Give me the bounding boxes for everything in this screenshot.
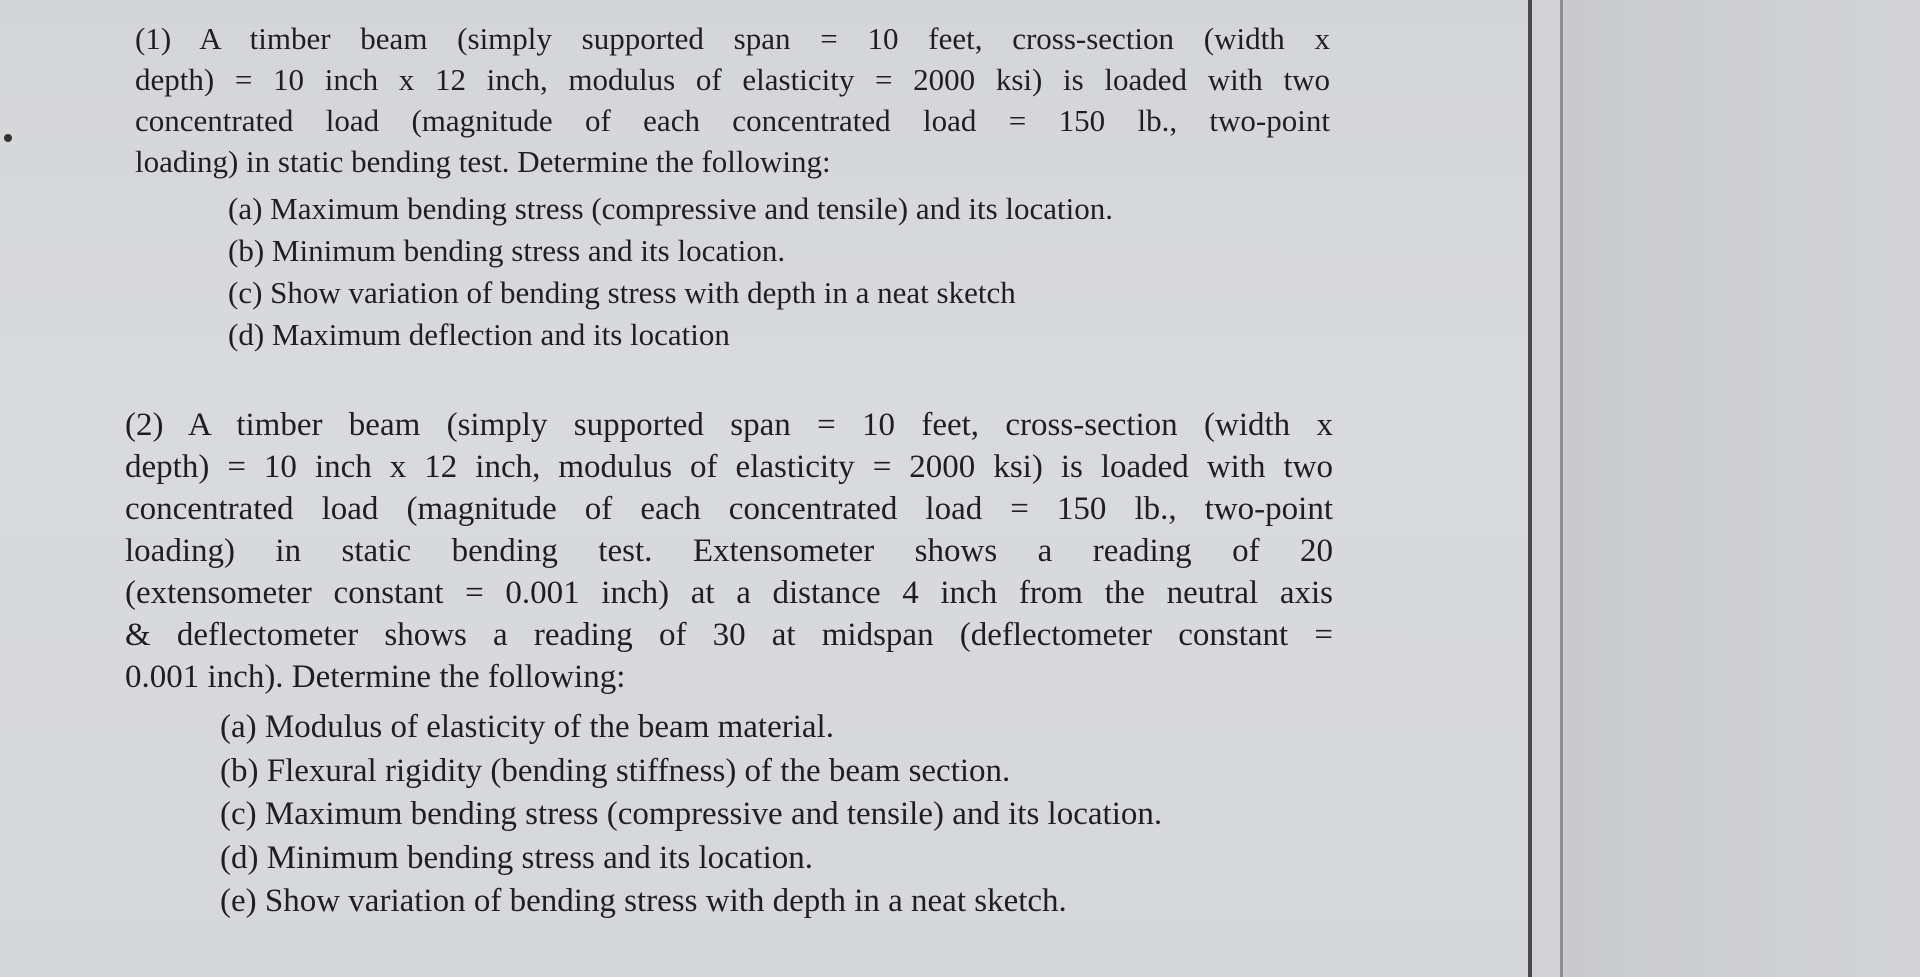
problem-2-line: loading) in static bending test. Extensometer shows a reading of 20 [125,533,1333,569]
problem-1-item-a: (a) Maximum bending stress (compressive and tensile) and its location. [228,191,1114,226]
problem-2-line: (extensometer constant = 0.001 inch) at a distance 4 inch from the neutral axis [125,575,1333,611]
page-margin-line [1528,0,1532,977]
problem-2-item-e: (e) Show variation of bending stress with depth in a neat sketch. [220,883,1067,919]
problem-1-item-c: (c) Show variation of bending stress with depth in a neat sketch [228,275,1016,310]
problem-2-line: & deflectometer shows a reading of 30 at midspan (deflectometer constant = [125,617,1333,653]
problem-1-line: loading) in static bending test. Determine the following: [135,144,831,179]
problem-2-statement [125,404,1333,698]
problem-1-statement [135,18,1330,182]
problem-1-line: (1) A timber beam (simply supported span = 10 feet, cross-section (width x [135,21,1330,56]
right-margin-area [1563,0,1920,977]
problem-1-line: depth) = 10 inch x 12 inch, modulus of elasticity = 2000 ksi) is loaded with two [135,62,1330,97]
problem-2-item-c: (c) Maximum bending stress (compressive and tensile) and its location. [220,796,1163,832]
problem-1-items [228,188,1113,356]
problem-2-line: 0.001 inch). Determine the following: [125,659,626,695]
problem-2-item-d: (d) Minimum bending stress and its location. [220,839,814,876]
page-edge-line [1560,0,1563,977]
problem-1-item-b: (b) Minimum bending stress and its location. [228,233,786,268]
margin-dot [4,134,12,142]
problem-2-line: (2) A timber beam (simply supported span = 10 feet, cross-section (width x [125,407,1333,443]
problem-2-item-b: (b) Flexural rigidity (bending stiffness) of the beam section. [220,752,1011,789]
problem-1-line: concentrated load (magnitude of each concentrated load = 150 lb., two-point [135,103,1330,138]
problem-2-item-a: (a) Modulus of elasticity of the beam material. [220,709,834,745]
problem-2-line: concentrated load (magnitude of each concentrated load = 150 lb., two-point [125,491,1333,527]
problem-2-items [220,706,1162,924]
problem-1-item-d: (d) Maximum deflection and its location [228,317,730,352]
problem-2-line: depth) = 10 inch x 12 inch, modulus of elasticity = 2000 ksi) is loaded with two [125,449,1333,485]
